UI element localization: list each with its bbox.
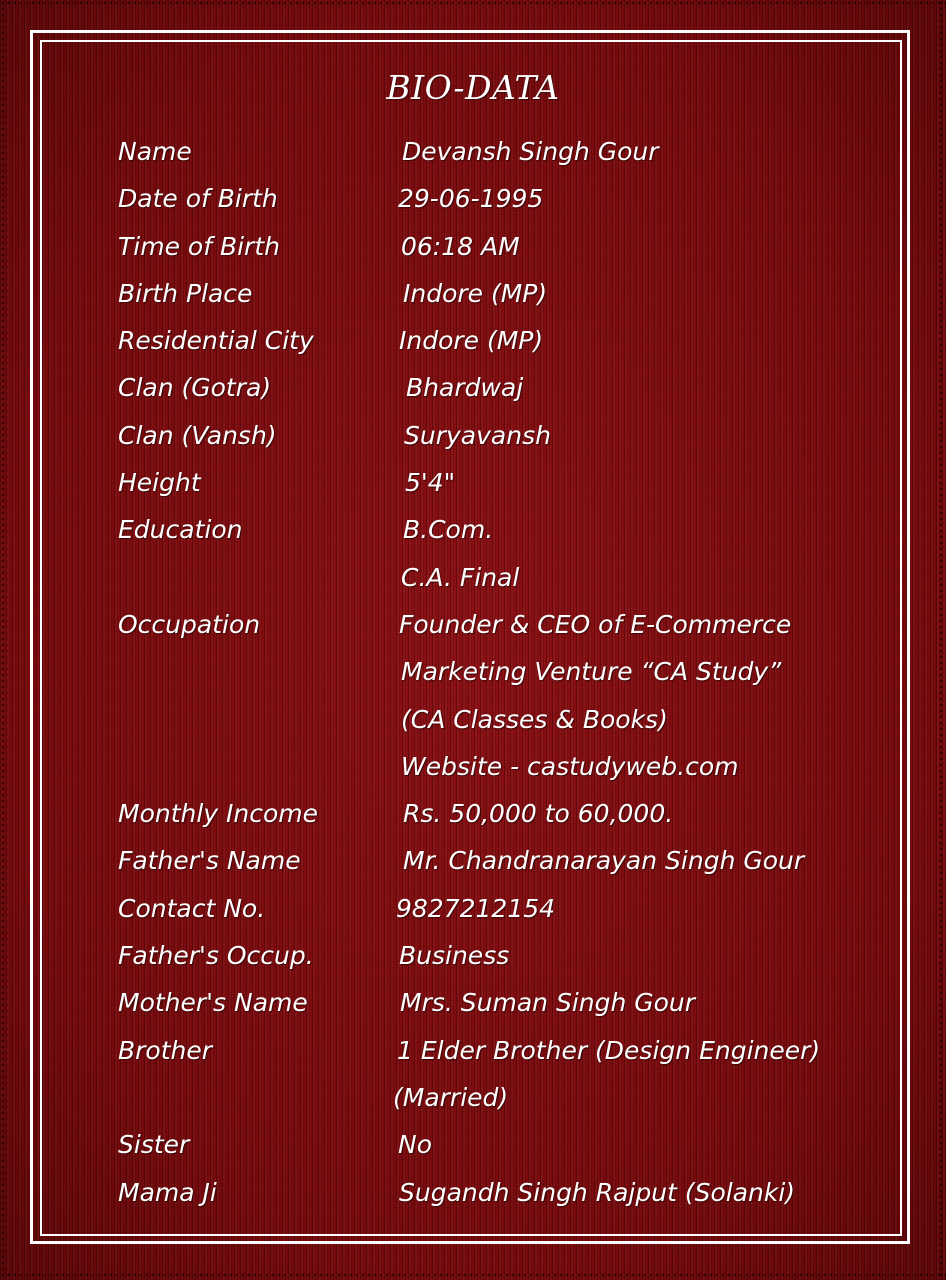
row-contact-no bbox=[118, 885, 858, 932]
field-value: Indore (MP) bbox=[403, 278, 548, 308]
field-label: Sister bbox=[118, 1130, 190, 1160]
field-label: Birth Place bbox=[118, 278, 253, 308]
border-texture-left bbox=[0, 0, 8, 1280]
row-occupation-continued bbox=[118, 743, 858, 790]
field-value: C.A. Final bbox=[401, 562, 520, 592]
row-occupation-continued bbox=[118, 648, 858, 695]
row-education-continued bbox=[118, 554, 858, 601]
field-label: Date of Birth bbox=[118, 184, 278, 214]
field-label: Contact No. bbox=[118, 893, 266, 923]
row-monthly-income bbox=[118, 790, 858, 837]
field-label: Mama Ji bbox=[118, 1177, 217, 1207]
biodata-list bbox=[118, 128, 858, 1216]
row-residential-city bbox=[118, 317, 858, 364]
field-value: 9827212154 bbox=[396, 893, 556, 923]
field-value: (Married) bbox=[393, 1082, 509, 1112]
field-value: No bbox=[398, 1130, 432, 1160]
row-brother-continued bbox=[118, 1074, 858, 1121]
field-label: Monthly Income bbox=[118, 799, 319, 829]
field-value: Mr. Chandranarayan Singh Gour bbox=[403, 846, 805, 876]
field-label: Height bbox=[118, 468, 201, 498]
row-occupation bbox=[118, 601, 858, 648]
field-value: 06:18 AM bbox=[401, 231, 520, 261]
field-value: Devansh Singh Gour bbox=[402, 137, 659, 166]
field-value: 29-06-1995 bbox=[398, 184, 544, 214]
page-title: BIO-DATA bbox=[386, 68, 560, 107]
field-value: Mrs. Suman Singh Gour bbox=[400, 988, 696, 1018]
field-value: Business bbox=[399, 941, 510, 971]
field-label: Time of Birth bbox=[118, 231, 280, 261]
field-label: Clan (Vansh) bbox=[118, 420, 277, 450]
row-brother bbox=[118, 1027, 858, 1074]
row-birth-place bbox=[118, 270, 858, 317]
field-value: 5'4" bbox=[405, 468, 456, 498]
border-texture-bottom bbox=[0, 1272, 946, 1280]
field-label: Clan (Gotra) bbox=[118, 373, 272, 403]
row-name bbox=[118, 128, 858, 175]
field-label: Brother bbox=[118, 1035, 213, 1065]
row-clan-vansh bbox=[118, 412, 858, 459]
field-value: Sugandh Singh Rajput (Solanki) bbox=[399, 1177, 796, 1207]
field-value: Website - castudyweb.com bbox=[401, 751, 739, 781]
row-mothers-name bbox=[118, 979, 858, 1026]
field-value: 1 Elder Brother (Design Engineer) bbox=[397, 1035, 821, 1065]
field-value: Indore (MP) bbox=[399, 326, 544, 356]
row-fathers-occupation bbox=[118, 932, 858, 979]
field-label: Father's Occup. bbox=[118, 941, 314, 971]
border-texture-right bbox=[938, 0, 946, 1280]
border-texture-top bbox=[0, 0, 946, 8]
field-value: Marketing Venture “CA Study” bbox=[401, 657, 782, 687]
field-value: Founder & CEO of E-Commerce bbox=[399, 609, 792, 639]
row-sister bbox=[118, 1121, 858, 1168]
row-date-of-birth bbox=[118, 175, 858, 222]
field-label: Mother's Name bbox=[118, 988, 308, 1018]
field-label: Name bbox=[118, 137, 192, 166]
row-clan-gotra bbox=[118, 364, 858, 411]
field-value: Bhardwaj bbox=[406, 373, 524, 403]
field-value: B.Com. bbox=[403, 515, 494, 545]
row-fathers-name bbox=[118, 837, 858, 884]
field-value: Suryavansh bbox=[404, 420, 551, 450]
field-value: (CA Classes & Books) bbox=[401, 704, 668, 734]
row-mama-ji bbox=[118, 1169, 858, 1216]
row-height bbox=[118, 459, 858, 506]
field-label: Education bbox=[118, 515, 243, 545]
field-label: Occupation bbox=[118, 609, 261, 639]
row-time-of-birth bbox=[118, 223, 858, 270]
field-label: Father's Name bbox=[118, 846, 301, 876]
field-value: Rs. 50,000 to 60,000. bbox=[403, 799, 674, 829]
row-occupation-continued bbox=[118, 696, 858, 743]
field-label: Residential City bbox=[118, 326, 314, 356]
row-education bbox=[118, 506, 858, 553]
